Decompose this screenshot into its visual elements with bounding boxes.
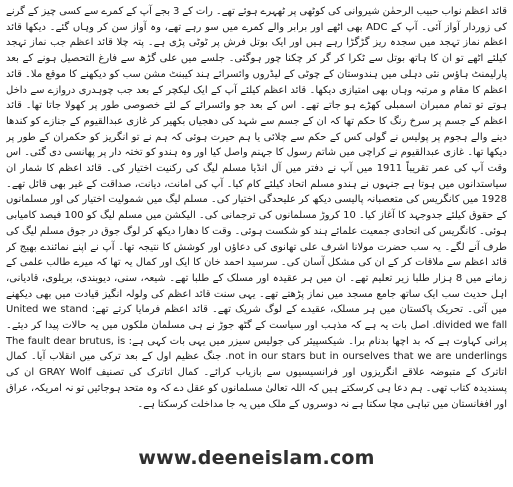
website-url: www.deeneislam.com: [138, 447, 375, 469]
article-paragraph: قائد اعظم نواب حبیب الرحمٰن شیروانی کی کوٹھی پر ٹھہرے ہوئے تھے۔ رات کے 3 بجے آپ کے کمرے سے کسی چیز کے گرنے کی زوردار آواز آئی۔ آپ کے ADC بھی اٹھے اور برابر والے کمرے میں سو رہے تھے، وہ آواز سن کر وہاں گئے۔ دیکھا قائد اعظم نماز تہجد میں سجدہ ریز گڑگڑا رہے ہیں اور ایک بوتل فرش پر ٹوٹی پڑی ہے۔ پتہ چلا قائد اعظم جب نماز تہجد کیلئے اٹھے تو ان کا ہاتھ بوتل سے ٹکرا کر گر کر چکنا چور ہوگئی۔ جلسے میں علی گڑھ سے فارغ التحصیل ہونے کے بعد پارلیمنٹ ہاؤس نئی دہلی میں ہندوستان کے چوٹی کے لیڈروں وائسرائے ہند کیبنٹ مشن سب کو دیکھنے کا موقع ملا۔ قائد اعظم کا مقام و مرتبہ وہاں بھی امتیازی دیکھا۔ قائد اعظم کیلئے آپ کے ایک لیکچر کے بعد جب چوہدری دروازے سے داخل ہوتے تو تمام ممبران اسمبلی کھڑے ہو جاتے تھے۔ اس کے بعد جو وائسرائے کے لئے خصوصی طور پر کھولا جاتا تھا۔ قائد اعظم کے جسم پر سرخ رنگ کا حکم تھا کہ ان کے جسم سے شہد کی دھجیاں بکھیر کر غازی عبدالقیوم کے جنازے کو کندھا دینے والے ہجوم پر پولیس نے گولی کس کے حکم سے چلائی یا ہم حیرت ہوئی کہ ہم نے تو انگریز کو حکمران کے طور پر دیکھا تھا۔ غازی عبدالقیوم نے کراچی میں شاتم رسول کا جہنم واصل کیا اور وہ ہندو کو تختہ دار پر پھانسی دی گئی۔ اس وقت آپ کی عمر تقریباً 1911 میں آپ نے دفتر میں آل انڈیا مسلم لیگ کی رکنیت اختیار کی۔ قائد اعظم کا شمار ان سیاستدانوں میں ہوتا ہے جنہوں نے ہندو مسلم اتحاد کیلئے کام کیا۔ آپ کی امانت، دیانت، صداقت کے غیر بھی قائل تھے۔ 1928 میں کانگریس کی متعصبانہ پالیسی دیکھ کر علیحدگی اختیار کی۔ مسلم لیگ میں شمولیت اختیار کی اور مسلمانوں کے حقوق کیلئے جدوجہد کا آغاز کیا۔ 10 کروڑ مسلمانوں کی ترجمانی کی۔ الیکشن میں مسلم لیگ کو 100 فیصد کامیابی ہوئی۔ کانگریس کی اتحادی جمعیت علمائے ہند کو شکست ہوئی۔ وقت کا دھارا دیکھ کر لوگ جوق در جوق مسلم لیگ کی طرف آنے لگے۔ یہ سب حضرت مولانا اشرف علی تھانوی کی دعاؤں اور کوشش کا نتیجہ تھا۔ آپ نے اپنے نمائندے بھیج کر قائد اعظم سے ملاقات کر کے ان کی مشکل آسان کی۔ سرسید احمد خان کا ایک اور کمال یہ تھا کہ میرے طالب علمی کے زمانے میں 8 ہزار طلبا زیر تعلیم تھے۔ ان میں ہر عقیدہ اور مسلک کے طلبا تھے۔ شیعہ، سنی، دیوبندی، بریلوی، قادیانی، اہل حدیث سب ایک ساتھ جامع مسجد میں نماز پڑھتے تھے۔ یہی سنت قائد اعظم کی ولولہ انگیز قیادت میں بھی دیکھنے میں آئی۔ تحریک پاکستان میں ہر مسلک، عقیدے کے لوگ شریک تھے۔ قائد اعظم فرمایا کرتے تھے: United we stand divided we fall. اصل بات یہ ہے کہ مذہب اور سیاست کے گٹھ جوڑ نے ہی مسلمان ملکوں میں یہ حالات پیدا کر دیئے۔ پرانی کہاوت ہے کہ بد اچھا بدنام برا۔ شیکسپیئر کی جولیس سیزر میں یہی بات کہی ہے: The fault dear brutus, is not in our stars but in ourselves that we are underlings. جنگ عظیم اول کے بعد ترکی میں انقلاب آیا۔ کمال اتاترک کے متبوضہ علاقے انگریزوں اور فرانسیسیوں سے بازیاب کرائے۔ کمال اتاترک کی تصنیف GRAY Wolf ان کی پسندیدہ کتاب تھی۔ ہم دعا ہی کرسکتے ہیں کہ اللہ تعالیٰ مسلمانوں کو عقل دے کہ وہ متحد ہوجائیں تو نہ امریکہ، عراق اور افغانستان میں تباہی مچا سکتا ہے نہ دوسروں کے ملک میں یہ جا مداخلت کرسکتا ہے۔: [6, 6, 507, 410]
article-body: [6, 4, 507, 444]
